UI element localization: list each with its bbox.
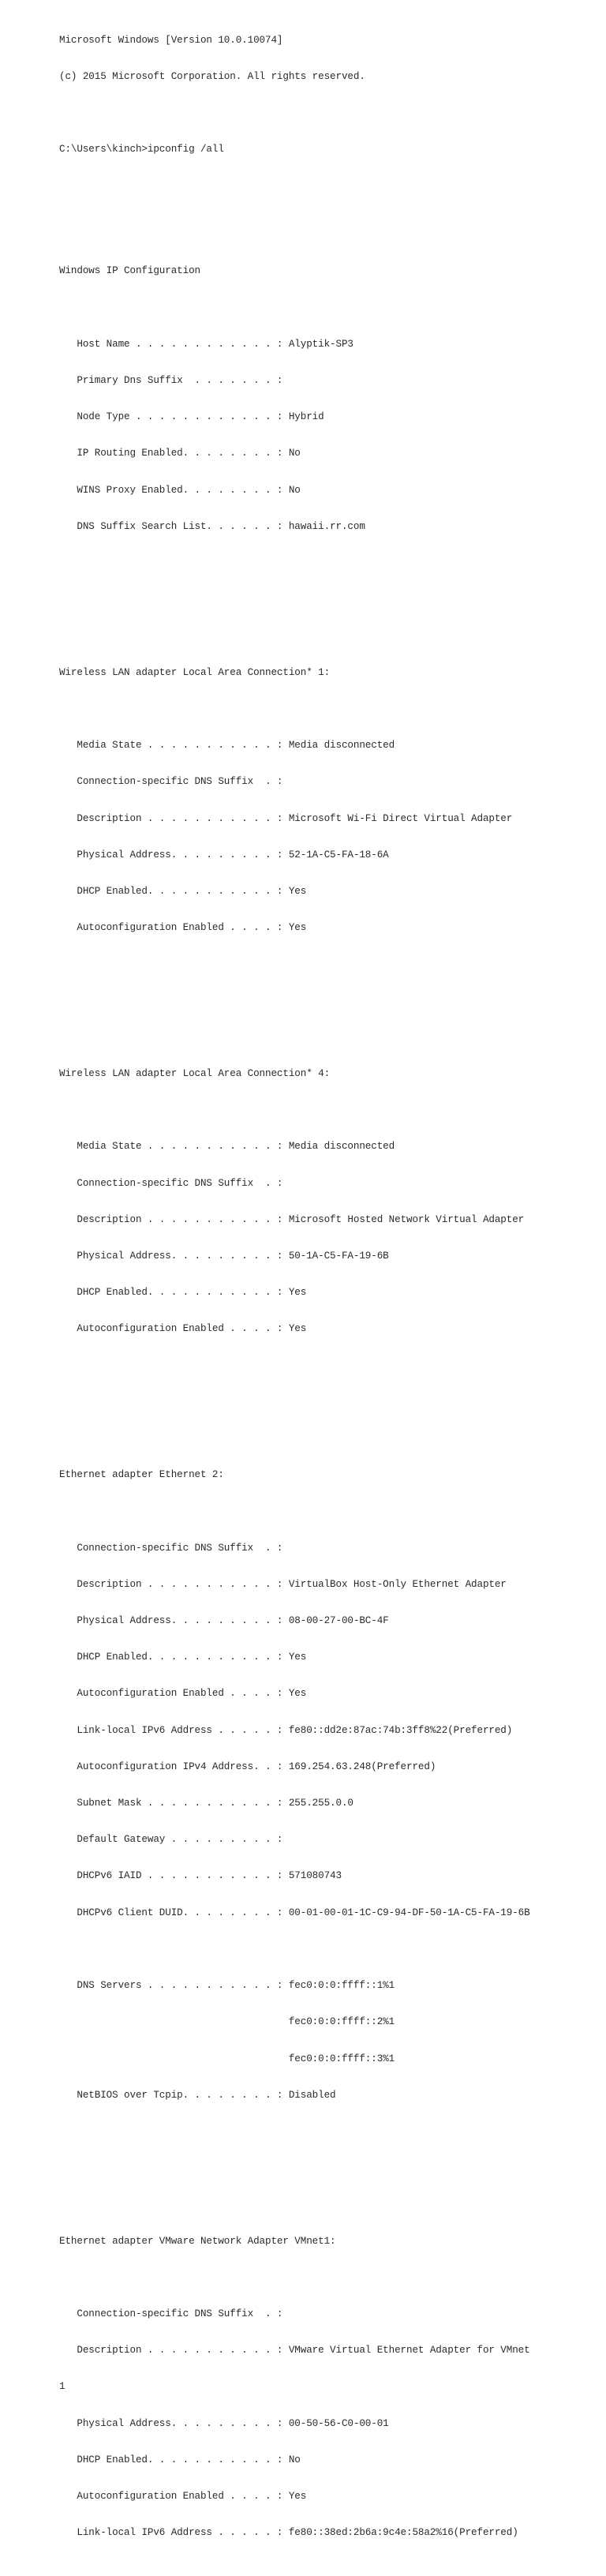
blank-line [59, 302, 596, 314]
config-line: Physical Address. . . . . . . . . : 00-50-56-C0-00-01 [59, 2417, 389, 2429]
blank-line [59, 1505, 596, 1517]
blank-line [59, 983, 596, 995]
config-line: Autoconfiguration IPv4 Address. . : 169.254.63.248(Preferred) [59, 1760, 436, 1772]
blank-line [59, 181, 596, 193]
config-line: Connection-specific DNS Suffix . : [59, 2308, 283, 2319]
config-line: Description . . . . . . . . . . . : VirtualBox Host-Only Ethernet Adapter [59, 1578, 507, 1590]
config-line: Media State . . . . . . . . . . . : Media disconnected [59, 1141, 395, 1153]
blank-line [59, 1944, 596, 1955]
config-line: Host Name . . . . . . . . . . . . : Alyptik-SP3 [59, 338, 354, 350]
config-line: Connection-specific DNS Suffix . : [59, 776, 283, 788]
blank-line [59, 2272, 596, 2284]
config-line: DHCP Enabled. . . . . . . . . . . : Yes [59, 885, 307, 897]
config-line: Autoconfiguration Enabled . . . . : Yes [59, 1688, 307, 1700]
config-line: NetBIOS over Tcpip. . . . . . . . : Disabled [59, 2089, 336, 2101]
config-line: DHCPv6 IAID . . . . . . . . . . . : 571080743 [59, 1870, 342, 1882]
command-line: C:\Users\kinch>ipconfig /all [59, 144, 224, 156]
config-line: Physical Address. . . . . . . . . : 52-1A-C5-FA-18-6A [59, 849, 389, 861]
version-line: Microsoft Windows [Version 10.0.10074] [59, 34, 283, 46]
section-title: Wireless LAN adapter Local Area Connection* 4: [59, 1067, 331, 1079]
config-line: WINS Proxy Enabled. . . . . . . . : No [59, 484, 301, 496]
blank-line [59, 1384, 596, 1396]
section-wireless-lan-connection-1 [59, 643, 596, 958]
config-line: DHCPv6 Client DUID. . . . . . . . : 00-01-00-01-1C-C9-94-DF-50-1A-C5-FA-19-6B [59, 1907, 530, 1918]
config-line: Description . . . . . . . . . . . : Microsoft Hosted Network Virtual Adapter [59, 1213, 525, 1225]
section-ethernet-2 [59, 1445, 596, 2125]
config-line: DNS Suffix Search List. . . . . . : hawaii.rr.com [59, 520, 365, 532]
config-line: Link-local IPv6 Address . . . . . : fe80::38ed:2b6a:9c4e:58a2%16(Preferred) [59, 2527, 518, 2539]
config-line: Link-local IPv6 Address . . . . . : fe80::dd2e:87ac:74b:3ff8%22(Preferred) [59, 1724, 513, 1736]
section-wireless-lan-connection-4 [59, 1044, 596, 1359]
blank-line [59, 703, 596, 715]
section-vmware-vmnet1 [59, 2211, 596, 2564]
config-line: Physical Address. . . . . . . . . : 08-00-27-00-BC-4F [59, 1615, 389, 1627]
config-line: Connection-specific DNS Suffix . : [59, 1542, 283, 1554]
config-line: Autoconfiguration Enabled . . . . : Yes [59, 1323, 307, 1335]
config-line: Autoconfiguration Enabled . . . . : Yes [59, 922, 307, 934]
config-line: Subnet Mask . . . . . . . . . . . : 255.255.0.0 [59, 1798, 354, 1809]
config-line: Description . . . . . . . . . . . : Microsoft Wi-Fi Direct Virtual Adapter [59, 812, 513, 824]
section-windows-ip-configuration [59, 242, 596, 557]
section-title: Ethernet adapter VMware Network Adapter VMnet1: [59, 2235, 336, 2247]
config-line: DNS Servers . . . . . . . . . . . : fec0:0:0:ffff::1%1 [59, 1980, 395, 1992]
console-output [59, 10, 596, 2576]
config-line: fec0:0:0:ffff::3%1 [59, 2053, 395, 2064]
config-line: Description . . . . . . . . . . . : VMware Virtual Ethernet Adapter for VMnet [59, 2345, 530, 2357]
config-line: Default Gateway . . . . . . . . . : [59, 1834, 283, 1846]
section-title: Ethernet adapter Ethernet 2: [59, 1469, 224, 1481]
section-title: Wireless LAN adapter Local Area Connection* 1: [59, 666, 331, 678]
blank-line [59, 1104, 596, 1116]
section-title: Windows IP Configuration [59, 265, 200, 277]
config-line: Primary Dns Suffix . . . . . . . : [59, 375, 283, 387]
blank-line [59, 582, 596, 594]
config-line: Physical Address. . . . . . . . . : 50-1A-C5-FA-19-6B [59, 1251, 389, 1262]
config-line: DHCP Enabled. . . . . . . . . . . : Yes [59, 1287, 307, 1299]
config-line: IP Routing Enabled. . . . . . . . : No [59, 448, 301, 459]
config-line: Node Type . . . . . . . . . . . . : Hybrid [59, 411, 324, 423]
config-line: DHCP Enabled. . . . . . . . . . . : No [59, 2454, 301, 2465]
config-line: Media State . . . . . . . . . . . : Media disconnected [59, 740, 395, 752]
config-line: 1 [59, 2381, 65, 2393]
config-line: Connection-specific DNS Suffix . : [59, 1177, 283, 1189]
config-line: fec0:0:0:ffff::2%1 [59, 2016, 395, 2028]
blank-line [59, 2150, 596, 2162]
copyright-line: (c) 2015 Microsoft Corporation. All rights reserved. [59, 71, 365, 83]
config-line: Autoconfiguration Enabled . . . . : Yes [59, 2490, 307, 2502]
blank-line [59, 107, 596, 119]
config-line: DHCP Enabled. . . . . . . . . . . : Yes [59, 1652, 307, 1663]
